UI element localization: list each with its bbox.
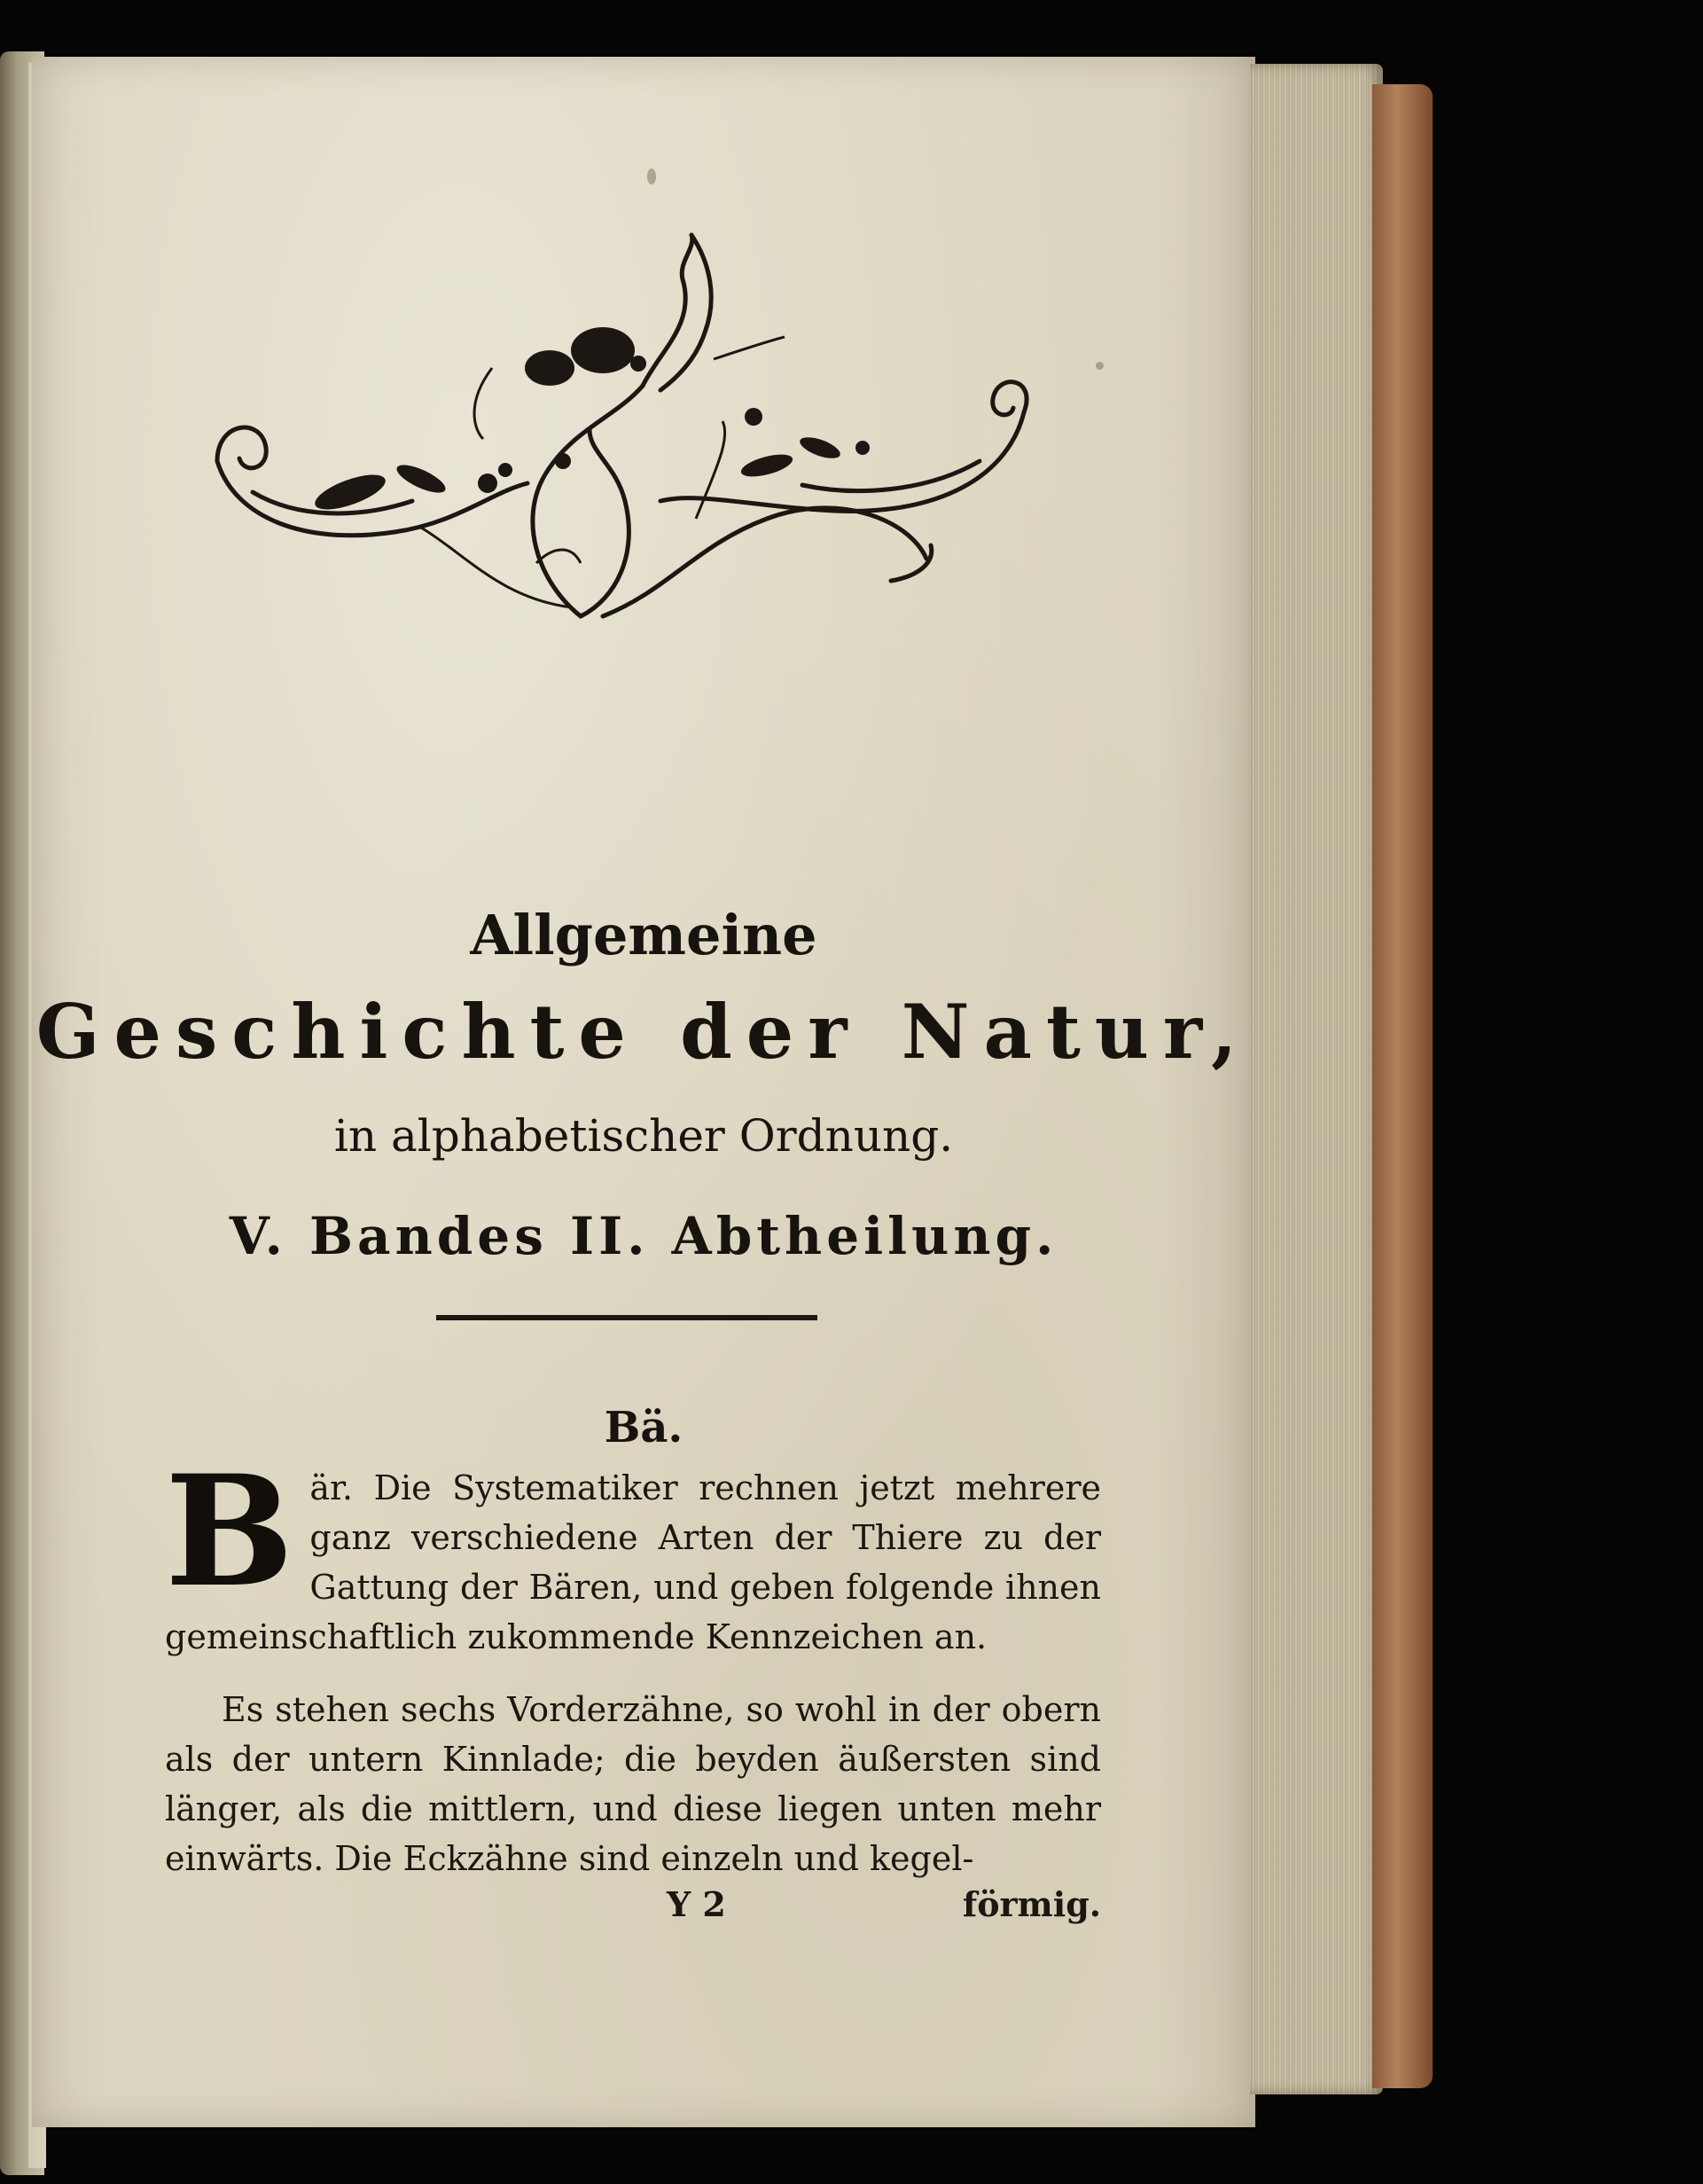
signature-mark: Y 2 bbox=[667, 1884, 726, 1924]
divider-rule bbox=[436, 1315, 817, 1320]
section-heading: Bä. bbox=[604, 1403, 684, 1452]
page-footer bbox=[165, 1884, 1101, 1937]
paragraph-2: Es stehen sechs Vorderzähne, so wohl in der obern als der untern Kinnlade; die beyden äußersten sind länger, als die mittlern, und diese liegen unten mehr einwärts. Die Eckzähne sind einzeln und kegel- bbox=[165, 1690, 1101, 1878]
page-fore-edge bbox=[1250, 64, 1383, 2094]
foxing-spot bbox=[647, 168, 656, 184]
ornament-vignette-icon bbox=[199, 226, 1042, 647]
body-text bbox=[165, 1441, 1101, 1883]
title-line-4: V. Bandes II. Abtheilung. bbox=[229, 1206, 1059, 1266]
title-line-2: Geschichte der Natur, bbox=[35, 988, 1252, 1076]
title-line-1: Allgemeine bbox=[470, 903, 817, 967]
foxing-spot bbox=[1096, 362, 1104, 370]
paragraph-1 bbox=[165, 1441, 1101, 1662]
title-line-3: in alphabetischer Ordnung. bbox=[333, 1110, 954, 1162]
catchword: förmig. bbox=[962, 1884, 1101, 1924]
leather-cover-edge bbox=[1372, 84, 1433, 2088]
drop-cap: B bbox=[165, 1441, 294, 1621]
paragraph-1-text: är. Die Systematiker rechnen jetzt mehrere ganz verschiedene Arten der Thiere zu der Gattung der Bären, und geben folgende ihnen gemeinschaftlich zukommende Kennzeichen an. bbox=[165, 1468, 1101, 1656]
